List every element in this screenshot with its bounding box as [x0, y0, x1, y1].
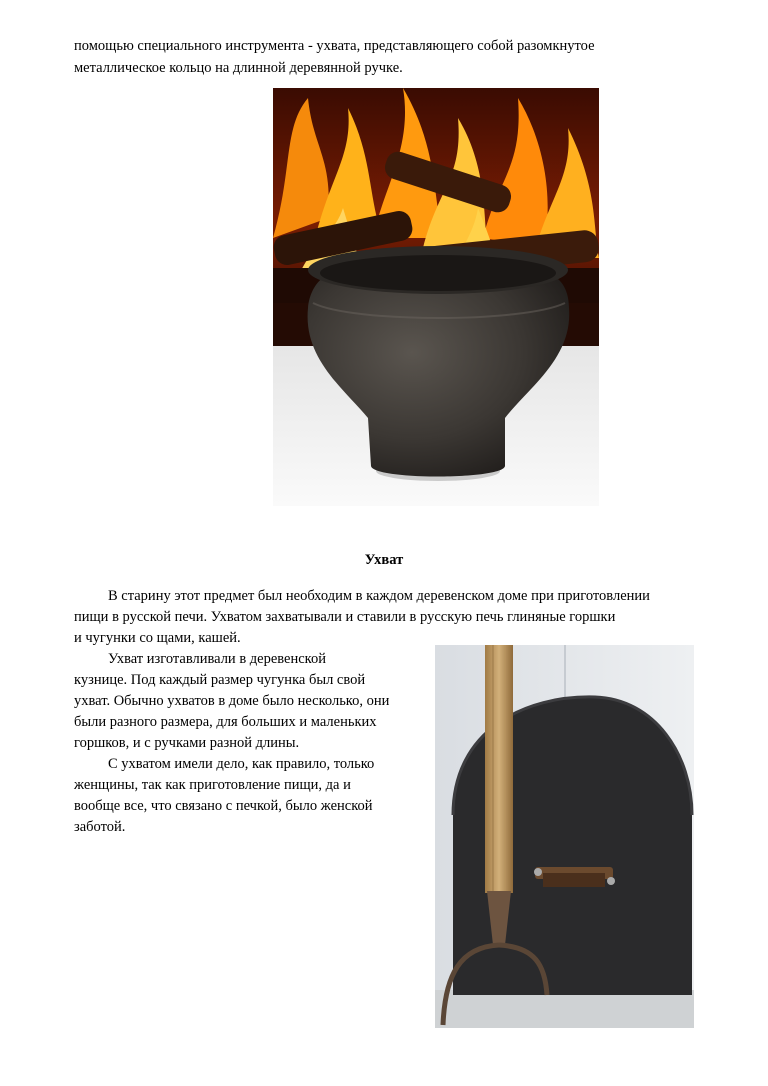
paragraph-2-line-1: Ухват изготавливали в деревенской: [108, 651, 326, 667]
paragraph-3-line-2: женщины, так как приготовление пищи, да и: [74, 777, 351, 793]
paragraph-2-line-2: кузнице. Под каждый размер чугунка был свой: [74, 672, 366, 688]
paragraph-1-line-1: В старину этот предмет был необходим в каждом деревенском доме при приготовлении: [108, 588, 650, 604]
paragraph-1-line-2: пищи в русской печи. Ухватом захватывали и ставили в русскую печь глиняные горшки: [74, 609, 616, 625]
paragraph-1-line-3: и чугунки со щами, кашей.: [74, 630, 241, 646]
paragraph-2-line-3: ухват. Обычно ухватов в доме было несколько, они: [74, 693, 390, 709]
paragraph-3-line-3: вообще все, что связано с печкой, было женской: [74, 798, 373, 814]
paragraph-3-line-4: заботой.: [74, 819, 126, 835]
section-heading: Ухват: [364, 552, 404, 568]
intro-line-2: металлическое кольцо на длинной деревянной ручке.: [74, 60, 403, 76]
paragraph-2-line-4: были разного размера, для больших и маленьких: [74, 714, 377, 730]
cast-iron-pot-photo: [273, 88, 599, 506]
intro-line-1: помощью специального инструмента - ухвата, представляющего собой разомкнутое: [74, 38, 595, 54]
paragraph-2-line-5: горшков, и с ручками разной длины.: [74, 735, 300, 751]
ukhvat-photo: [435, 645, 694, 1028]
paragraph-3-line-1: С ухватом имели дело, как правило, только: [108, 756, 375, 772]
